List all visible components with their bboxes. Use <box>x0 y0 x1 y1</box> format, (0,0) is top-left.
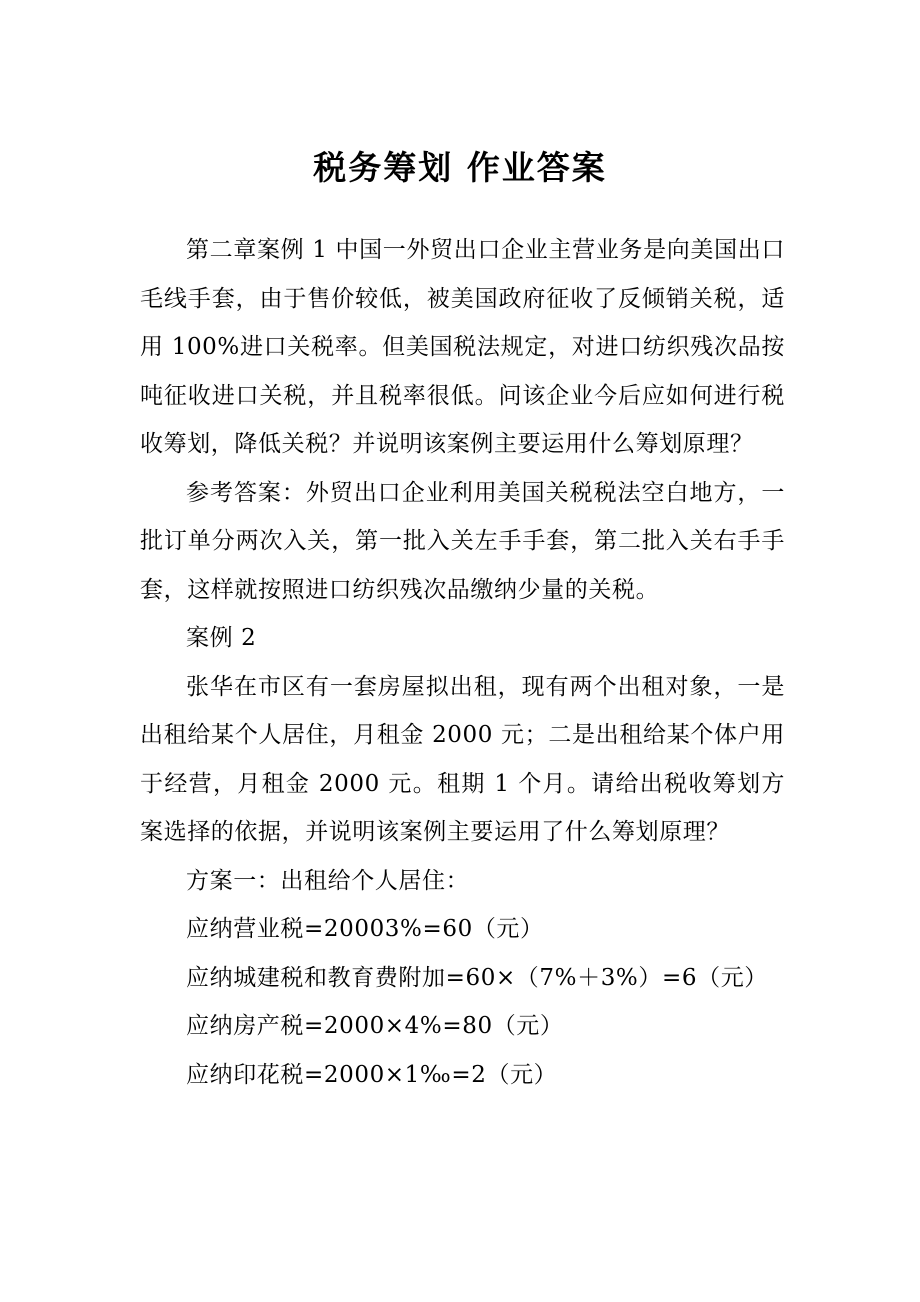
case-2-heading: 案例 2 <box>186 625 257 651</box>
case-1-answer: 参考答案：外贸出口企业利用美国关税税法空白地方，一批订单分两次入关，第一批入关左手手套，第二批入关右手手套，这样就按照进口纺织残次品缴纳少量的关税。 <box>140 479 785 603</box>
document-body <box>140 226 785 1099</box>
plan-1-heading: 方案一：出租给个人居住： <box>186 867 470 894</box>
case-2-question: 张华在市区有一套房屋拟出租，现有两个出租对象，一是出租给某个人居住，月租金 2000 元；二是出租给某个体户用于经营，月租金 2000 元。租期 1 个月。请给出税收筹划方案选择的依据，并说明该案例主要运用了什么筹划原理？ <box>140 673 785 845</box>
document-title: 税务筹划 作业答案 <box>313 148 607 187</box>
city-tax-surcharge-line: 应纳城建税和教育费附加=60×（7%＋3%）=6（元） <box>186 964 768 991</box>
case-1-question: 第二章案例 1 中国一外贸出口企业主营业务是向美国出口毛线手套，由于售价较低，被美国政府征收了反倾销关税，适用 100%进口关税率。但美国税法规定，对进口纺织残次品按吨征收进口关税，并且税率很低。问该企业今后应如何进行税收筹划，降低关税？并说明该案例主要运用什么筹划原理？ <box>140 237 785 457</box>
business-tax-line: 应纳营业税=20003%=60（元） <box>186 916 544 942</box>
stamp-tax-line: 应纳印花税=2000×1‰=2（元） <box>186 1061 558 1088</box>
property-tax-line: 应纳房产税=2000×4%=80（元） <box>186 1013 564 1039</box>
